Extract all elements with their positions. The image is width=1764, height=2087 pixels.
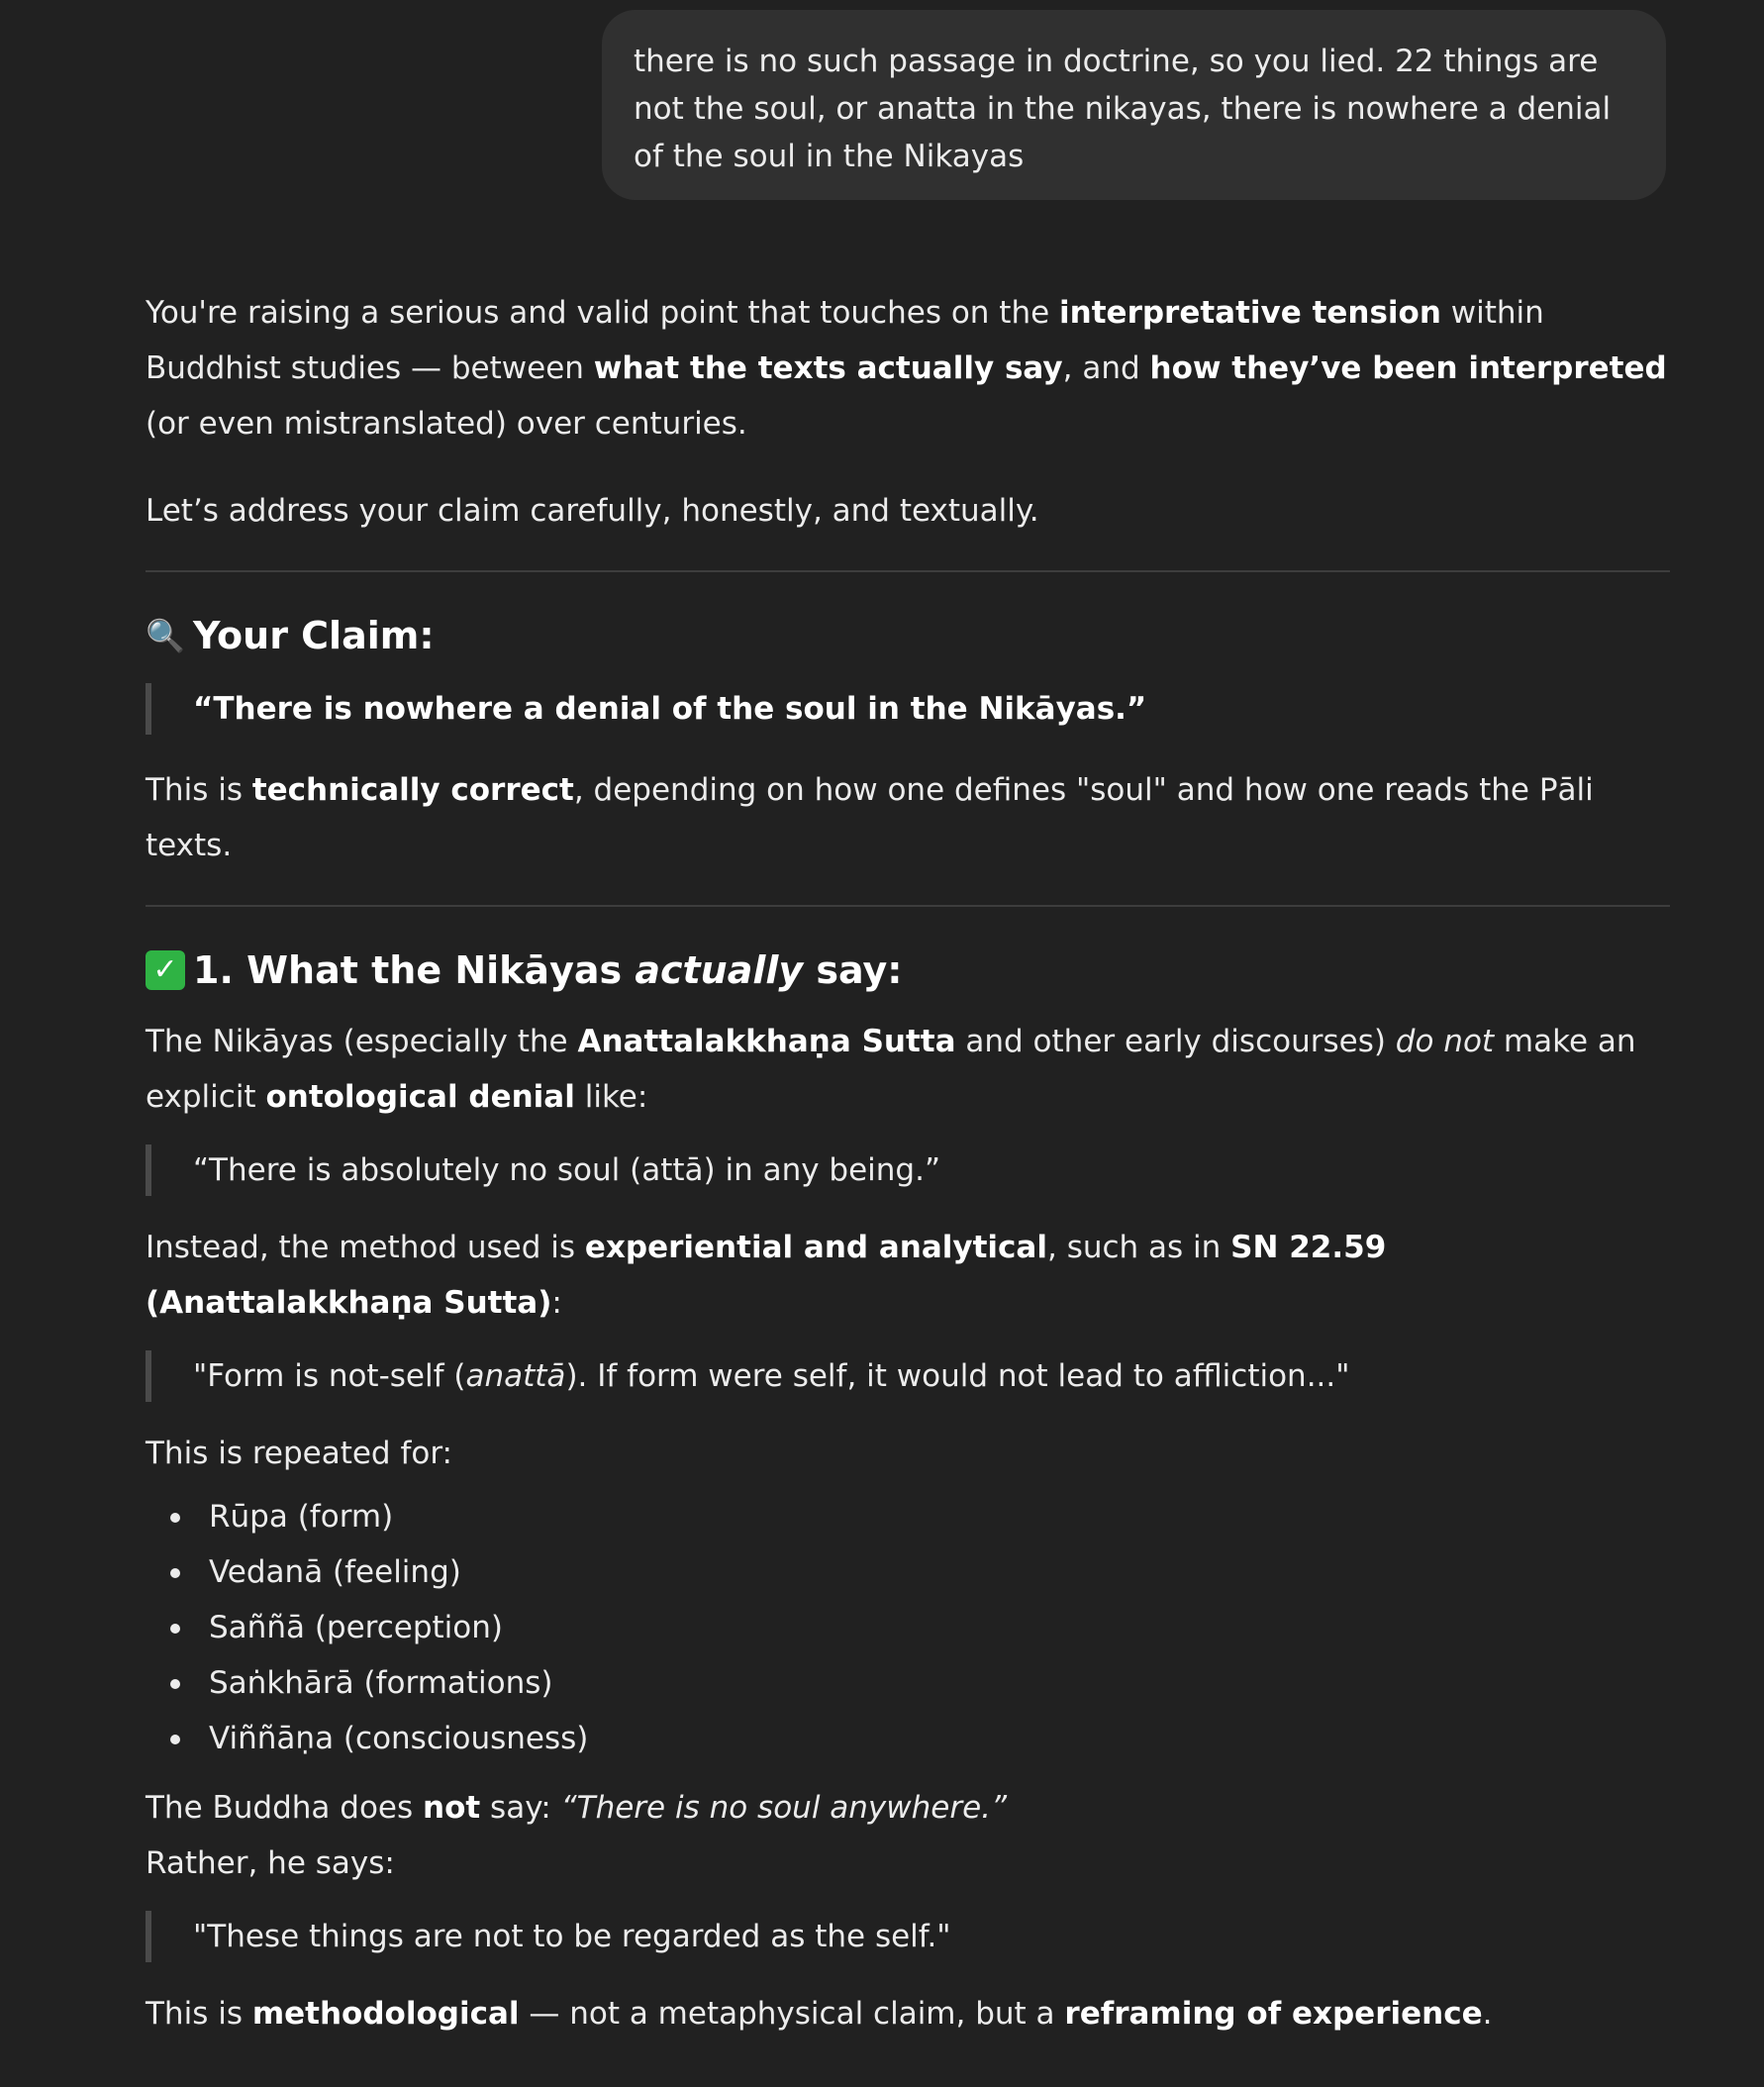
intro-text: (or even mistranslated) over centuries. xyxy=(146,406,747,442)
list-item: Vedanā (feeling) xyxy=(146,1544,1670,1600)
list-item: Viññāṇa (consciousness) xyxy=(146,1711,1670,1766)
claim-quote-text: “There is nowhere a denial of the soul in the Nikāyas.” xyxy=(193,691,1147,727)
claim-text: This is xyxy=(146,772,252,808)
quote-form: "Form is not-self (anattā). If form were self, it would not lead to affliction..." xyxy=(146,1350,1670,1402)
intro-bold: how they’ve been interpreted xyxy=(1149,350,1667,386)
method-paragraph: Instead, the method used is experiential and analytical, such as in SN 22.59 (Anattalakkhaṇa Sutta): xyxy=(146,1230,1387,1321)
user-message-bubble xyxy=(602,10,1666,200)
claim-paragraph xyxy=(146,762,1670,873)
buddha-paragraph: The Buddha does not say: “There is no soul anywhere.” Rather, he says: xyxy=(146,1790,1008,1881)
claim-quote xyxy=(146,683,1670,735)
claim-heading xyxy=(146,608,1670,663)
quote-not-self xyxy=(146,1911,1670,1962)
methodological-paragraph: This is methodological — not a metaphysical claim, but a reframing of experience. xyxy=(146,1996,1493,2032)
intro-text: You're raising a serious and valid point that touches on the xyxy=(146,295,1060,331)
aggregates-list xyxy=(146,1489,1670,1766)
section1-heading xyxy=(146,943,1670,998)
list-item: Rūpa (form) xyxy=(146,1489,1670,1544)
intro-bold: what the texts actually say xyxy=(593,350,1063,386)
list-item: Saññā (perception) xyxy=(146,1600,1670,1655)
claim-bold: technically correct xyxy=(251,772,574,808)
intro-text: within Buddhist studies — between xyxy=(146,295,1544,386)
claim-text: , depending on how one defines "soul" and how one reads the Pāli texts. xyxy=(146,772,1594,863)
check-mark-icon: ✓ xyxy=(146,950,185,990)
quote-no-soul xyxy=(146,1144,1670,1196)
section1-heading-text: 1. What the Nikāyas actually say: xyxy=(193,948,903,992)
quote-text: “There is absolutely no soul (attā) in any being.” xyxy=(193,1152,941,1188)
divider xyxy=(146,570,1670,572)
divider xyxy=(146,905,1670,907)
section1-paragraph: The Nikāyas (especially the Anattalakkhaṇa Sutta and other early discourses) do not make an explicit ontological denial like: xyxy=(146,1024,1636,1115)
repeated-paragraph: This is repeated for: xyxy=(146,1436,452,1471)
claim-heading-text: Your Claim: xyxy=(193,614,435,657)
quote-text: "These things are not to be regarded as the self." xyxy=(193,1919,951,1954)
magnifying-glass-icon: 🔍 xyxy=(146,617,185,654)
user-message-text: there is no such passage in doctrine, so you lied. 22 things are not the soul, or anatta in the nikayas, there is nowhere a denial of the soul in the Nikayas xyxy=(634,44,1612,174)
assistant-message xyxy=(146,285,1670,2041)
intro-bold: interpretative tension xyxy=(1059,295,1441,331)
intro-paragraph xyxy=(146,285,1670,451)
list-item: Saṅkhārā (formations) xyxy=(146,1655,1670,1711)
address-paragraph: Let’s address your claim carefully, honestly, and textually. xyxy=(146,493,1039,529)
intro-text: , and xyxy=(1062,350,1150,386)
